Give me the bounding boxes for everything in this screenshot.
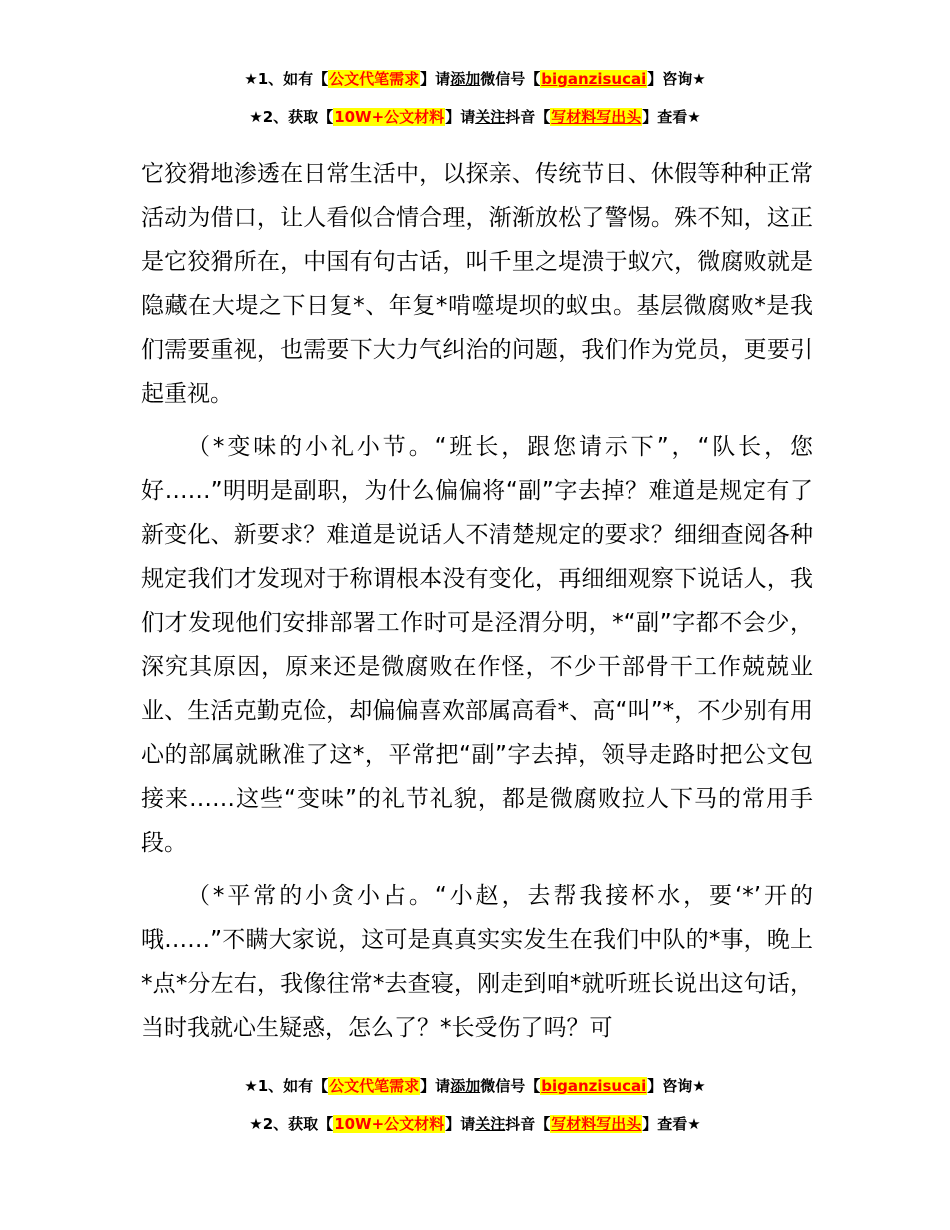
star-prefix-text: ★2、获取【 bbox=[249, 108, 334, 126]
paragraph-1: 它狡猾地渗透在日常生活中，以探亲、传统节日、休假等种种正常活动为借口，让人看似合情合理，渐渐放松了警惕。殊不知，这正是它狡猾所在，中国有句古话，叫千里之堤溃于蚁穴，微腐败就是隐藏在大堤之下日复*、年复*啃噬堤坝的蚁虫。基层微腐败*是我们需要重视，也需要下大力气纠治的问题，我们作为党员，更要引起重视。 bbox=[141, 161, 814, 407]
banner-text: 】请 bbox=[445, 1115, 476, 1133]
banner-text: 】咨询★ bbox=[647, 70, 706, 88]
underlined-add: 添加 bbox=[450, 1077, 481, 1095]
underlined-follow: 关注 bbox=[475, 1115, 506, 1133]
highlight-materials: 10W+公文材料 bbox=[334, 108, 445, 126]
highlight-service: 公文代笔需求 bbox=[329, 1077, 420, 1095]
highlight-wechat-id[interactable]: biganzisucai bbox=[541, 70, 647, 88]
underlined-follow: 关注 bbox=[475, 108, 506, 126]
star-prefix-text: ★2、获取【 bbox=[249, 1115, 334, 1133]
highlight-douyin-account[interactable]: 写材料写出头 bbox=[551, 1115, 642, 1133]
document-body bbox=[141, 152, 813, 1059]
banner-text: 】请 bbox=[445, 108, 476, 126]
highlight-wechat-id[interactable]: biganzisucai bbox=[541, 1077, 647, 1095]
banner-text: 微信号【 bbox=[480, 1077, 541, 1095]
star-prefix-text: ★1、如有【 bbox=[244, 70, 329, 88]
banner-text: 抖音【 bbox=[505, 1115, 551, 1133]
underlined-add: 添加 bbox=[450, 70, 481, 88]
banner-text: 】查看★ bbox=[642, 1115, 701, 1133]
header-line-2 bbox=[0, 107, 950, 127]
banner-text: 】咨询★ bbox=[647, 1077, 706, 1095]
highlight-douyin-account[interactable]: 写材料写出头 bbox=[551, 108, 642, 126]
banner-text: 】查看★ bbox=[642, 108, 701, 126]
paragraph-2: （*变味的小礼小节。“班长，跟您请示下”，“队长，您好……”明明是副职，为什么偏偏将“副”字去掉？难道是规定有了新变化、新要求？难道是说话人不清楚规定的要求？细细查阅各种规定我们才发现对于称谓根本没有变化，再细细观察下说话人，我们才发现他们安排部署工作时可是泾渭分明，*“副”字都不会少，深究其原因，原来还是微腐败在作怪，不少干部骨干工作兢兢业业、生活克勤克俭，却偏偏喜欢部属高看*、高“叫”*，不少别有用心的部属就瞅准了这*，平常把“副”字去掉，领导走路时把公文包接来……这些“变味”的礼节礼貌，都是微腐败拉人下马的常用手段。 bbox=[141, 434, 813, 856]
highlight-materials: 10W+公文材料 bbox=[334, 1115, 445, 1133]
paragraph-3: （*平常的小贪小占。“小赵，去帮我接杯水，要‘*’开的哦……”不瞒大家说，这可是真真实实发生在我们中队的*事，晚上*点*分左右，我像往常*去查寝，刚走到咱*就听班长说出这句话，当时我就心生疑惑，怎么了？*长受伤了吗？可 bbox=[141, 883, 813, 1041]
footer-line-1 bbox=[0, 1076, 950, 1096]
star-prefix-text: ★1、如有【 bbox=[244, 1077, 329, 1095]
banner-text: 】请 bbox=[420, 70, 451, 88]
header-line-1 bbox=[0, 69, 950, 89]
banner-text: 抖音【 bbox=[505, 108, 551, 126]
banner-text: 微信号【 bbox=[480, 70, 541, 88]
banner-text: 】请 bbox=[420, 1077, 451, 1095]
footer-line-2 bbox=[0, 1114, 950, 1134]
highlight-service: 公文代笔需求 bbox=[329, 70, 420, 88]
